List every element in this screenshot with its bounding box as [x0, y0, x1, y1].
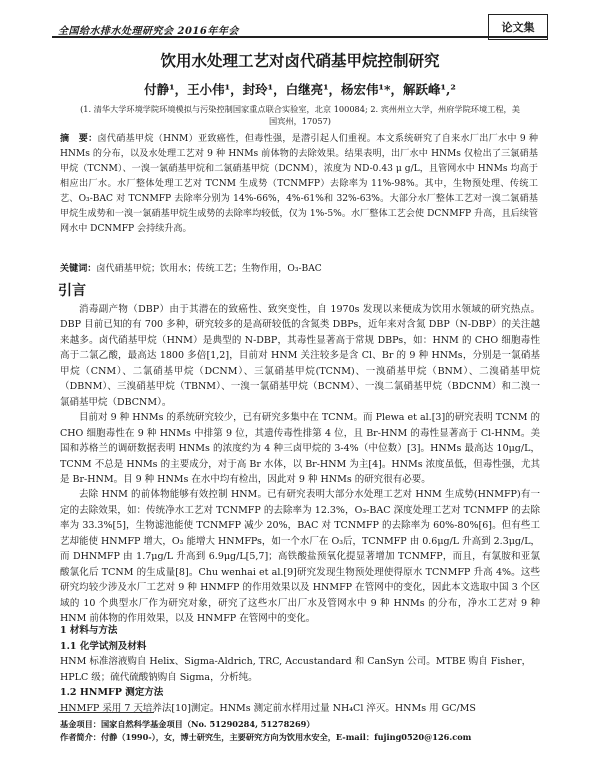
- journal-header: 全国给水排水处理研究会 2016年年会: [58, 26, 239, 37]
- footnote-rule: [58, 712, 154, 713]
- abstract: [60, 131, 538, 237]
- intro-paragraph: 目前对 9 种 HNMs 的系统研究较少，已有研究多集中在 TCNM。而 Plewa et al.[3]的研究表明 TCNM 的 CHO 细胞毒性在 9 种 HNMs 中排第 9 位，其遗传毒性排第 4 位，且 Br-HNM 的毒性显著高于 Cl-HNM。美国和苏格兰的调研数据表明 HNMs 的浓度约为 4 种三卤甲烷的 3-4%（中位数）[3]。HNMs 最高达 10μg/L，TCNM 不总是 HNMs 的主要成分，对于高 Br 水体，以 Br-HNM 为主[4]。HNMs 浓度虽低，但毒性强，尤其是 Br-HNM。目 9 种 HNMs 在水中均有检出，因此对 9 种 HNMs 的研究很有必要。: [60, 412, 540, 485]
- intro-heading: 引言: [58, 283, 86, 299]
- paper-title: 饮用水处理工艺对卤代硝基甲烷控制研究: [160, 51, 440, 70]
- intro-paragraph: 消毒副产物（DBP）由于其潜在的致癌性、致突变性，自 1970s 发现以来便成为饮用水领域的研究热点。DBP 目前已知的有 700 多种，研究较多的是高研较低的含氮类 DBPs，近年来对含氮 DBP（N-DBP）的关注越来越多。卤代硝基甲烷（HNM）是典型的 N-DBP，其毒性显著高于常规 DBPs，如：HNM 的 CHO 细胞毒性高于二氯乙酸，最高达 1800 多倍[1,2]，目前对 HNM 关注较多是含 Cl、Br 的 9 种 HNMs，分别是一氯硝基甲烷（CNM）、二氯硝基甲烷（DCNM）、三氯硝基甲烷(TCNM)、一溴硝基甲烷（BNM）、二溴硝基甲烷（DBNM）、三溴硝基甲烷（TBNM）、一溴一氯硝基甲烷（BCNM）、一溴二氯硝基甲烷（BDCNM）和二溴一氯硝基甲烷（DBCNM）。: [60, 304, 540, 408]
- author-footnote: 作者简介：付静（1990-），女，博士研究生，主要研究方向为饮用水安全，E-mail：fujing0520@126.com: [60, 731, 472, 742]
- abstract-label: 摘 要：: [60, 133, 98, 144]
- keywords-text: 卤代硝基甲烷；饮用水；传统工艺；生物作用，O₃-BAC: [96, 264, 322, 274]
- methods-paragraph: HNMFP 采用 7 天培养法[10]测定。HNMs 测定前水样用过量 NH₄Cl 淬灭。HNMs 用 GC/MS: [60, 702, 476, 714]
- section-heading-materials-methods: 1 材料与方法: [60, 625, 118, 636]
- intro-paragraph: 去除 HNM 的前体物能够有效控制 HNM。已有研究表明大部分水处理工艺对 HNM 生成势(HNMFP)有一定的去除效果，如：传统净水工艺对 TCNMFP 的去除率为 12.3%，O₃-BAC 深度处理工艺对 TCNMFP 的去除率为 33.3%[5]，生物滤池能使 TCNMFP 减少 20%，BAC 对 TCNMFP 的去除率为 60%-80%[6]。但有些工艺却能使 HNMFP 增大，O₃ 能增大 HNMFPs，如一个水厂在 O₃后，TCNMFP 由 0.6μg/L 升高到 2.3μg/L，而 DHNMFP 由 1.7μg/L 升高到 6.9μg/L[5,7]；高铁酸盐预氧化提显著增加 TCNMFP，而且，有氯胺和亚氯酸氯化后 TCNM 的生成量[8]。Chu wenhai et al.[9]研究发现生物预处理使得原水 TCNMFP 升高 4%。这些研究均较少涉及水厂工艺对 9 种 HNMFP 的作用效果以及 HNMFP 在管网中的变化，因此本文选取中国 3 个区域的 10 个典型水厂作为研究对象，研究了这些水厂出厂水及管网水中 9 种 HNMs 的分布，净水工艺对 9 种 HNM 前体物的作用效果，以及 HNMFP 在管网中的变化。: [60, 489, 540, 625]
- keywords: [60, 261, 538, 274]
- affiliation: (1. 清华大学环境学院环境模拟与污染控制国家重点联合实验室，北京 100084; 2. 宾州州立大学，州府学院环境工程，美国宾州，17057): [80, 104, 520, 126]
- subsection-heading-reagents: 1.1 化学试剂及材料: [60, 640, 147, 652]
- keywords-label: 关键词：: [60, 263, 97, 274]
- author-list: 付静¹，王小伟¹，封玲¹，白继亮¹，杨宏伟¹*，解跃峰¹,²: [144, 82, 456, 97]
- subsection-heading-hnmfp: 1.2 HNMFP 测定方法: [60, 687, 164, 698]
- abstract-text: 卤代硝基甲烷（HNM）亚致癌性，但毒性强，是潜引起人们重视。本文系统研究了自来水厂出厂水中 9 种 HNMs 的分布，以及水处理工艺对 9 种 HNMs 前体物的去除效果。结果表明，出厂水中 HNMs 仅检出了三氯硝基甲烷（TCNM）、一溴一氯硝基甲烷和二氯硝基甲烷（DCNM），浓度为 ND-0.43 μ g/L，且管网水中 HNMs 均高于相应出厂水。水厂整体处理工艺对 TCNM 生成势（TCNMFP）去除率为 11%-98%。其中，生物预处理、传统工艺、O₃-BAC 对 TCNMFP 去除率分别为 14%-66%，4%-61%和 32%-63%。大部分水厂整体工艺对一溴二氯硝基甲烷生成势和一溴一氯硝基甲烷生成势的去除率均较低，仅为 1%-5%。水厂整体工艺会使 DCNMFP 升高，且后续管网水中 DCNMFP 会持续升高。: [60, 134, 538, 234]
- intro-body: [60, 302, 540, 627]
- section-tag: 论文集: [488, 14, 548, 40]
- header-rule: [52, 36, 548, 38]
- fund-footnote: 基金项目：国家自然科学基金项目（No. 51290284, 51278269）: [60, 719, 315, 729]
- methods-paragraph: HNM 标准溶液购自 Helix、Sigma-Aldrich, TRC, Accustandard 和 CanSyn 公司。MTBE 购自 Fisher，HPLC 级；硫代硫酸钠购自 Sigma，分析纯。: [60, 656, 532, 683]
- methods-section: [60, 623, 540, 716]
- footnotes: [60, 718, 540, 743]
